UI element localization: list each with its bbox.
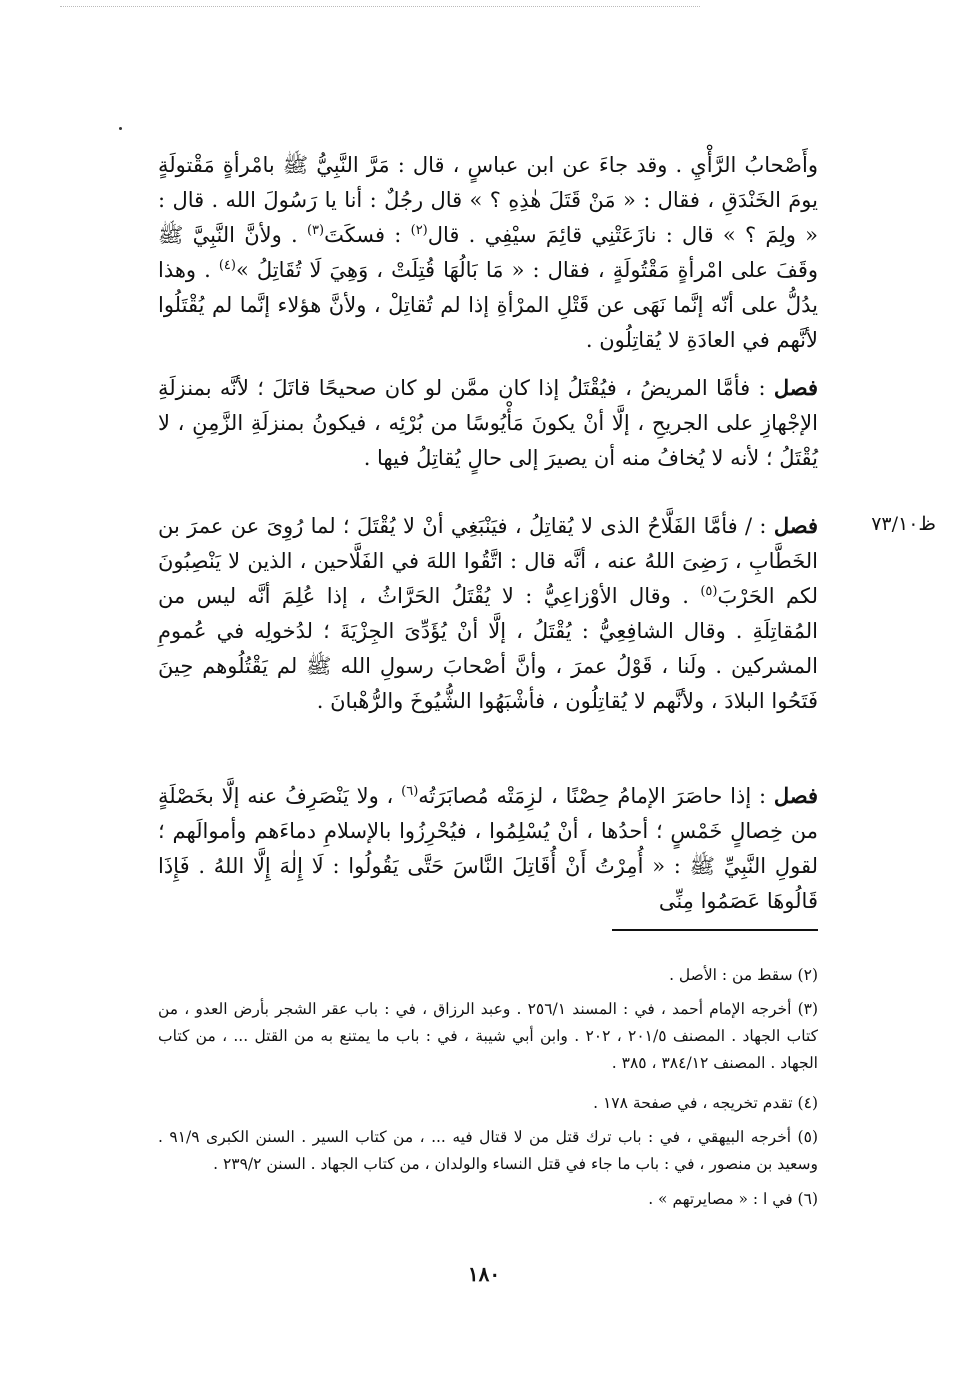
footnote-separator: [612, 929, 818, 931]
paragraph-1-text-2: : فسكَتَ: [324, 223, 411, 247]
footnote-ref-5: (٥): [700, 584, 718, 599]
paragraph-4-text: : إذا حاصَرَ الإمامُ حِصْنًا ، لزِمَتْه مُصابَرَتُه: [418, 784, 774, 808]
section-keyword: فصل: [773, 513, 818, 538]
paragraph-1-text: وأَصْحابُ الرَّأْيِ . وقد جاءَ عن ابن عباسٍ ، قال : مَرَّ النَّبِيُّ ﷺ بامْرأةٍ مَقْتولَةٍ يومَ الخَنْدَقِ ، فقال : « مَنْ قَتَلَ هٰذِهِ ؟ » قال رجُلٌ : أنا يا رَسُولَ الله . قال : « ولِمَ ؟ » قال : نازَعَتْنِي قائِمَ سيْفِي . قال: [158, 153, 818, 247]
paragraph-4: [158, 778, 818, 919]
paragraph-2: [158, 370, 818, 476]
footnote-ref-3: (٣): [306, 223, 325, 238]
paragraph-3-text-2: . وقال الأوْزاعِيُّ : لا يُقْتَلُ الحَرَّاثُ ، إذا عُلِمَ أنَّه ليس من المُقاتِلَةِ . وقال الشافِعِيُّ : يُقْتَلُ ، إلَّا أنْ يُؤَدِّىَ الجِزْيَةَ ؛ لدُخولِه في عُمومِ المشركين . ولَنا ، قَوْلُ عمرَ ، وأنَّ أصْحابَ رسولِ الله ﷺ لم يَقْتُلُوهم حِينَ فَتَحُوا البلادَ ، ولأنَّهم لا يُقاتِلُون ، فأشْبَهُوا الشُّيُوخَ والرُّهْبانَ .: [158, 584, 818, 713]
paragraph-1-text-3: . ولأنَّ النَّبِيَّ ﷺ وقَفَ على امْرأةٍ مَقْتُولَةٍ ، فقال : « مَا بَالُهَا قُتِلَتْ ، وَهِيَ لَا تُقَاتِلُ »: [158, 223, 818, 282]
section-keyword: فصل: [773, 783, 818, 808]
paragraph-2-text: : فأمَّا المريضُ ، فيُقْتَلُ إذا كان ممَّن لو كان صحيحًا قاتَلَ ؛ لأنَّه بمنزلَةِ الإجْهازِ على الجريحِ ، إلَّا أنْ يكونَ مَأْيُوسًا من بُرْئِه ، فيكونُ بمنزلَةِ الزَّمِنِ ، لا يُقْتَلُ ؛ لأنه لا يُخافُ منه أن يصيرَ إلى حالٍ يُقاتِلُ فيها .: [158, 376, 818, 470]
paragraph-1-text-4: . وهذا يدُلُّ على أنّه إنَّما نَهَى عن قَتْلِ المرْأةِ إذا لم تُقاتِلْ ، ولأنَّ هؤلاء إنَّما لم يُقْتَلُوا لأنَّهم في العادَةِ لا يُقاتِلُون .: [158, 258, 818, 352]
footnote-ref-4: (٤): [218, 258, 236, 273]
footnote-ref-2: (٢): [410, 223, 428, 238]
margin-folio-note: ظ٧٣/١٠: [871, 513, 936, 535]
section-keyword: فصل: [773, 375, 818, 400]
scan-dots: [60, 6, 700, 9]
page-number: ١٨٠: [467, 1262, 501, 1286]
footnote-ref-6: (٦): [401, 784, 419, 799]
paragraph-3-text: : / فأمَّا الفَلَّاحُ الذى لا يُقاتِلُ ، فيَنْبَغِي أنْ لا يُقْتَلَ ؛ لما رُوِىَ عن عمرَ بن الخَطَّابِ ، رَضِىَ اللهُ عنه ، أنَّه قال : اتَّقُوا اللهَ في الفَلَّاحين ، الذين لا يَنْصِبُونَ لكم الحَرْبَ: [158, 514, 818, 608]
scan-speck: [119, 127, 122, 130]
paragraph-1: [158, 148, 818, 358]
footnote-5: (٥) أخرجه البيهقي ، في : باب ترك قتل من لا قتال فيه ... ، من كتاب السير . السنن الكبرى ٩١/٩ . وسعيد بن منصور ، في : باب ما جاء في قتل النساء والولدان ، من كتاب الجهاد . السنن ٢٣٩/٢ .: [158, 1128, 818, 1173]
paragraph-4-text-2: ، ولا يَنْصَرِفُ عنه إلَّا بخَصْلَةٍ من خِصالٍ خَمْسٍ ؛ أحدُها ، أنْ يُسْلِمُوا ، فيُحْرِزُوا بالإسلامِ دماءَهم وأموالَهم ؛ لقولِ النَّبِيِّ ﷺ : « أُمِرْتُ أَنْ أُقَاتِلَ النَّاسَ حَتَّى يَقُولُوا : لَا إِلٰهَ إِلَّا اللهُ . فَإِذَا قَالُوهَا عَصَمُوا مِنِّى: [158, 784, 818, 913]
footnote-6: (٦) في ا : « مصايرتهم » .: [648, 1190, 818, 1208]
footnote-4: (٤) تقدم تخريجه ، في صفحة ١٧٨ .: [593, 1094, 818, 1112]
footnote-3: (٣) أخرجه الإمام أحمد ، في : المسند ٢٥٦/١ . وعبد الرزاق ، في : باب عقر الشجر بأرض العدو ، من كتاب الجهاد . المصنف ٢٠١/٥ ، ٢٠٢ . وابن أبي شيبة ، في : باب ما يمتنع به من القتل ... ، من كتاب الجهاد . المصنف ٣٨٤/١٢ ، ٣٨٥ .: [158, 1000, 819, 1072]
paragraph-3: [158, 508, 818, 719]
footnote-2: (٢) سقط من : الأصل .: [669, 966, 818, 984]
